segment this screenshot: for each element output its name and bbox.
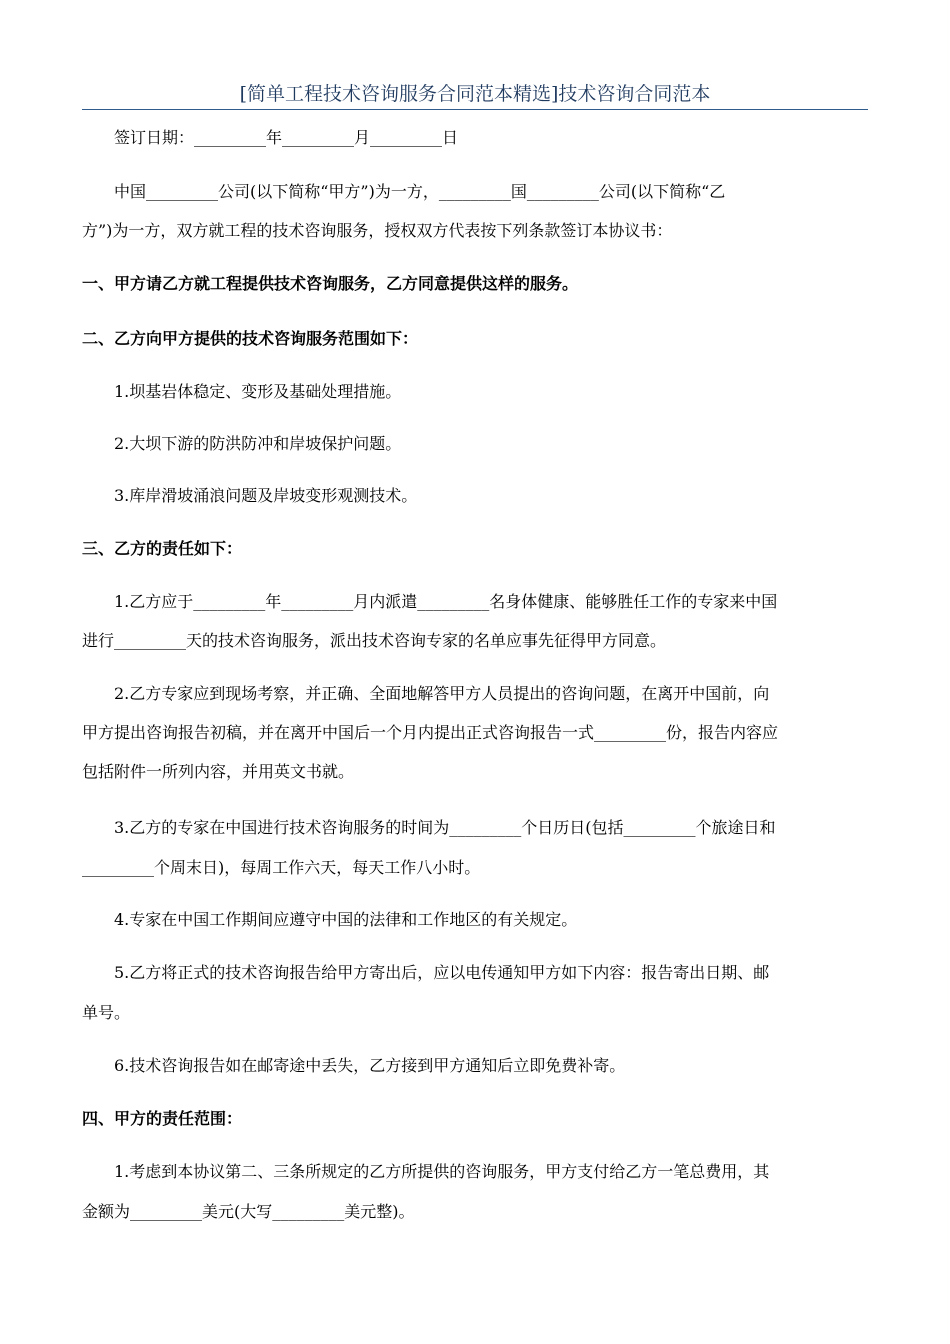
section-1-heading: 一、甲方请乙方就工程提供技术咨询服务，乙方同意提供这样的服务。 — [82, 274, 579, 293]
section-3-item-3-line-2: _________个周末日)，每周工作六天，每天工作八小时。 — [82, 858, 481, 877]
section-2-heading: 二、乙方向甲方提供的技术咨询服务范围如下： — [82, 329, 419, 348]
section-3-item-1-line-1: 1.乙方应于_________年_________月内派遣_________名身体健康、能够胜任工作的专家来中国 — [114, 592, 778, 611]
section-3-item-2-line-1: 2.乙方专家应到现场考察，并正确、全面地解答甲方人员提出的咨询问题，在离开中国前，向 — [114, 684, 770, 703]
intro-line-2: 方”)为一方，双方就工程的技术咨询服务，授权双方代表按下列条款签订本协议书： — [82, 221, 673, 240]
section-2-item-2: 2.大坝下游的防洪防冲和岸坡保护问题。 — [114, 434, 402, 453]
section-3-item-1-line-2: 进行_________天的技术咨询服务，派出技术咨询专家的名单应事先征得甲方同意。 — [82, 631, 667, 650]
section-3-item-3-line-1: 3.乙方的专家在中国进行技术咨询服务的时间为_________个日历日(包括_________个旅途日和 — [114, 818, 776, 837]
page-header-title: [简单工程技术咨询服务合同范本精选]技术咨询合同范本 — [239, 83, 711, 105]
section-3-item-2-line-3: 包括附件一所列内容，并用英文书就。 — [82, 762, 355, 781]
section-4-item-1-line-2: 金额为_________美元(大写_________美元整)。 — [82, 1202, 415, 1221]
section-3-heading: 三、乙方的责任如下： — [82, 539, 243, 558]
section-3-item-2-line-2: 甲方提出咨询报告初稿，并在离开中国后一个月内提出正式咨询报告一式_________份，报告内容应 — [82, 723, 779, 742]
sign-date-line: 签订日期：_________年_________月_________日 — [114, 128, 459, 147]
section-2-item-3: 3.库岸滑坡涌浪问题及岸坡变形观测技术。 — [114, 486, 418, 505]
section-3-item-4: 4.专家在中国工作期间应遵守中国的法律和工作地区的有关规定。 — [114, 910, 578, 929]
section-3-item-5-line-2: 单号。 — [82, 1003, 131, 1022]
intro-line-1: 中国_________公司(以下简称“甲方”)为一方，_________国_________公司(以下简称“乙 — [114, 182, 726, 201]
header-divider — [82, 109, 868, 110]
section-4-heading: 四、甲方的责任范围： — [82, 1109, 243, 1128]
section-3-item-5-line-1: 5.乙方将正式的技术咨询报告给甲方寄出后，应以电传通知甲方如下内容：报告寄出日期、邮 — [114, 963, 770, 982]
section-3-item-6: 6.技术咨询报告如在邮寄途中丢失，乙方接到甲方通知后立即免费补寄。 — [114, 1056, 626, 1075]
section-4-item-1-line-1: 1.考虑到本协议第二、三条所规定的乙方所提供的咨询服务，甲方支付给乙方一笔总费用，其 — [114, 1162, 770, 1181]
section-2-item-1: 1.坝基岩体稳定、变形及基础处理措施。 — [114, 382, 402, 401]
